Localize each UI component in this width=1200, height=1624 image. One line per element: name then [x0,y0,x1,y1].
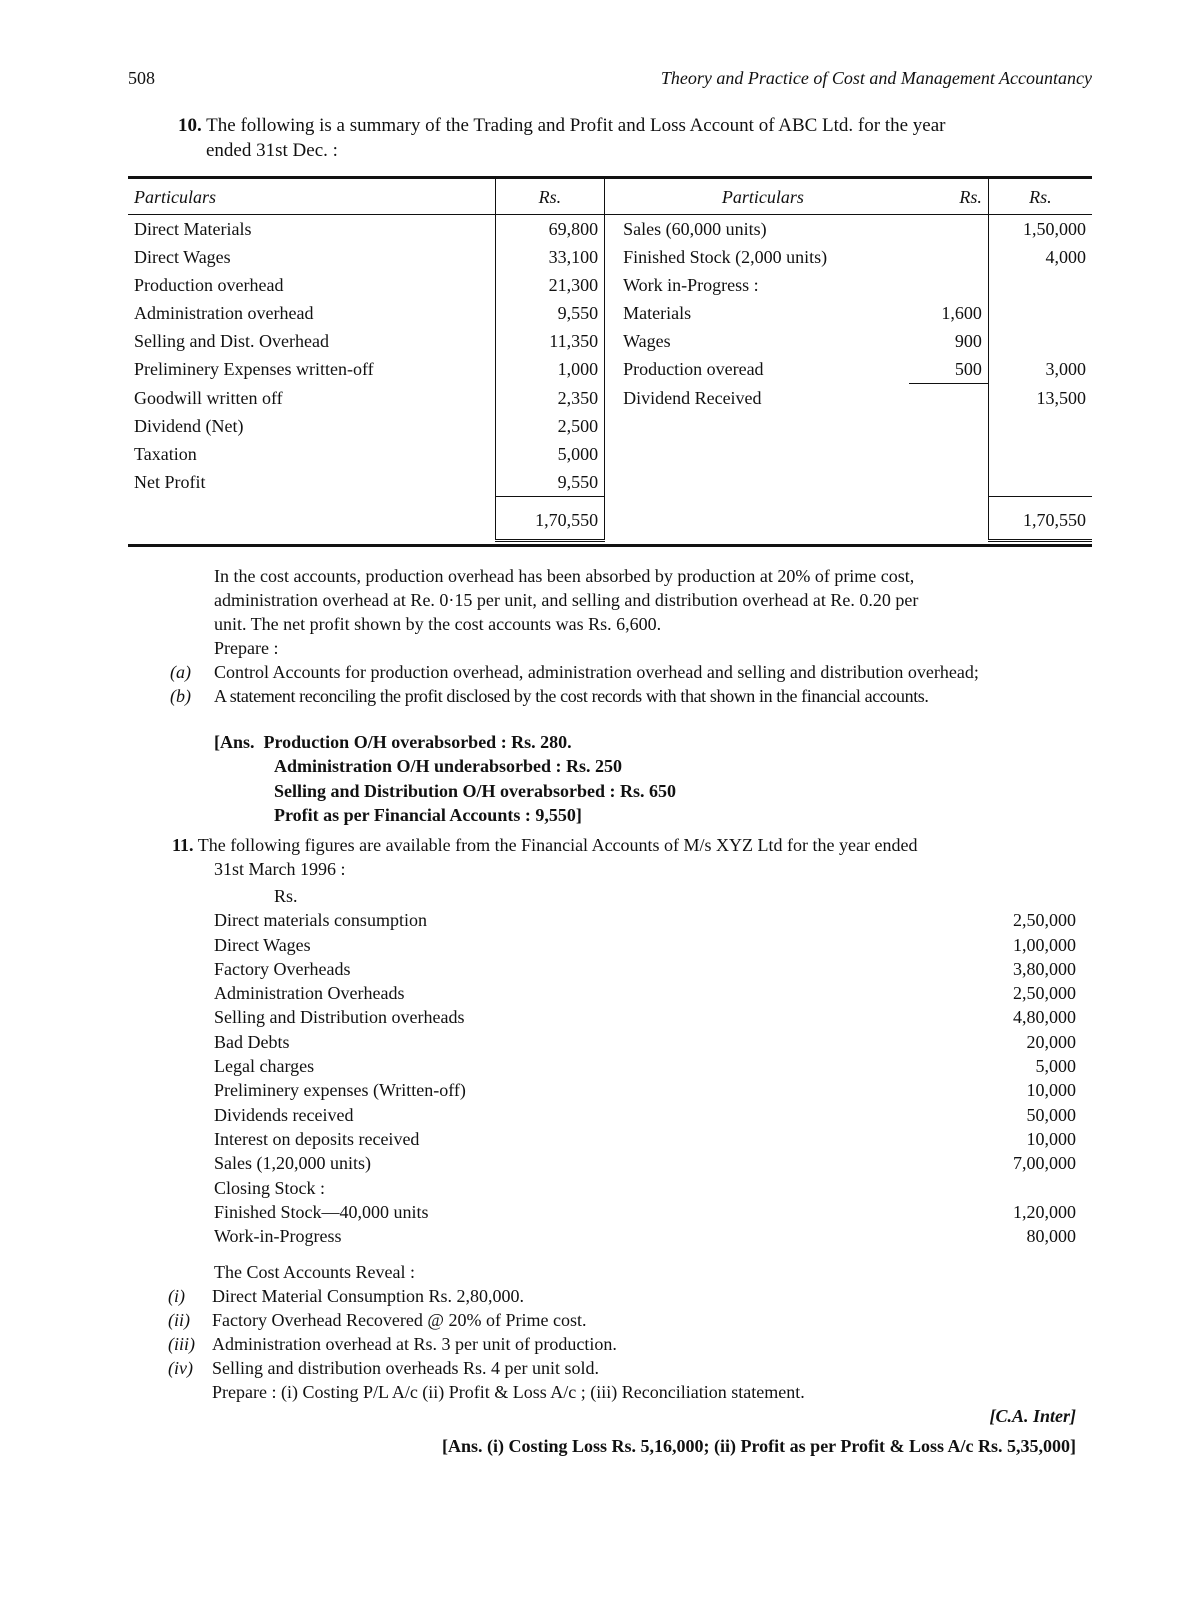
intro-text: The following is a summary of the Trading and Profit and Loss Account of ABC Ltd. for the year [206,115,946,136]
list-item: (a) Control Accounts for production overhead, administration overhead and selling and distribution overhead; [170,662,979,682]
table-total-row [128,497,1092,541]
page-number: 508 [128,68,155,88]
table-row: Direct Materials 69,800 Sales (60,000 units) 1,50,000 [128,215,1092,244]
question-number: 11. [172,835,194,855]
question-number: 10. [178,115,202,136]
list-item: Direct materials consumption 2,50,000 [214,910,1076,931]
list-item: Legal charges 5,000 [214,1056,1076,1077]
table-row: Production overhead 21,300 Work in-Progress : [128,271,1092,299]
list-item: Preliminery expenses (Written-off) 10,000 [214,1080,1076,1101]
col-header-particulars: Particulars [128,178,495,215]
table-row: Selling and Dist. Overhead 11,350 Wages 900 [128,327,1092,355]
running-header [128,68,1092,89]
table-row: Net Profit 9,550 [128,468,1092,497]
trading-pl-account-table [128,176,1092,547]
table-row: Goodwill written off 2,350 Dividend Received 13,500 [128,384,1092,413]
list-item: (iii) Administration overhead at Rs. 3 per unit of production. [168,1334,617,1354]
cost-accounts-reveals [168,1284,1078,1404]
list-item: (i) Direct Material Consumption Rs. 2,80,000. [168,1286,524,1306]
list-item: Bad Debts 20,000 [214,1031,1076,1052]
list-item: Finished Stock—40,000 units 1,20,000 [214,1201,1076,1222]
col-header-rs: Rs. [909,178,989,215]
book-title: Theory and Practice of Cost and Management Accountancy [660,68,1092,88]
question-10-intro [178,113,1092,163]
list-item: Prepare : (i) Costing P/L A/c (ii) Profit & Loss A/c ; (iii) Reconciliation statement. [212,1382,805,1402]
list-item: Direct Wages 1,00,000 [214,934,1076,955]
col-header-particulars: Particulars [605,178,909,215]
table-row: Administration overhead 9,550 Materials 1,600 [128,299,1092,327]
list-item: Sales (1,20,000 units) 7,00,000 [214,1153,1076,1174]
list-item: Interest on deposits received 10,000 [214,1128,1076,1149]
list-item: Administration Overheads 2,50,000 [214,983,1076,1004]
source-citation: [C.A. Inter] [989,1406,1076,1426]
list-item: Factory Overheads 3,80,000 [214,958,1076,979]
intro-text-cont: ended 31st Dec. : [206,140,338,161]
list-item: Selling and Distribution overheads 4,80,000 [214,1007,1076,1028]
col-header-rs: Rs. [988,178,1092,215]
question-11-answer: [Ans. (i) Costing Loss Rs. 5,16,000; (ii) Profit as per Profit & Loss A/c Rs. 5,35,000] [442,1436,1076,1456]
question-10-items [170,660,1092,708]
table-row: Dividend (Net) 2,500 [128,412,1092,440]
list-item: (iv) Selling and distribution overheads Rs. 4 per unit sold. [168,1358,599,1378]
list-item: Closing Stock : [214,1177,326,1198]
rs-column-header: Rs. [274,886,298,906]
question-11-intro: 11. The following figures are available from the Financial Accounts of M/s XYZ Ltd for the year ended 31st March 1996 : [172,835,918,879]
question-10-answer: [Ans. Production O/H overabsorbed : Rs. 280. Administration O/H underabsorbed : Rs. 250 Selling and Distribution O/H overabsorbed : Rs. 650 Profit as per Financial Accounts : 9,550] [214,732,677,825]
total-credit: 1,70,550 [988,497,1092,541]
question-10-paragraph: In the cost accounts, production overhead has been absorbed by production at 20% of prime cost, administration overhead at Re. 0·15 per unit, and selling and distribution overhead at Re. 0.20 per unit. The net profit shown by the cost accounts was Rs. 6,600. Prepare : [214,566,919,658]
col-header-rs: Rs. [495,178,605,215]
list-item: Dividends received 50,000 [214,1104,1076,1125]
total-debit: 1,70,550 [495,497,605,541]
table-row: Preliminery Expenses written-off 1,000 Production overead 500 3,000 [128,355,1092,384]
table-row: Taxation 5,000 [128,440,1092,468]
list-item: Work-in-Progress 80,000 [214,1226,1076,1247]
list-item: (b) A statement reconciling the profit disclosed by the cost records with that shown in the financial accounts. [170,686,929,706]
cost-accounts-heading: The Cost Accounts Reveal : [214,1262,415,1282]
table-row: Direct Wages 33,100 Finished Stock (2,000 units) 4,000 [128,243,1092,271]
table-bottom-rule [128,541,1092,546]
financial-figures-list [214,884,1076,1248]
list-item: (ii) Factory Overhead Recovered @ 20% of Prime cost. [168,1310,587,1330]
